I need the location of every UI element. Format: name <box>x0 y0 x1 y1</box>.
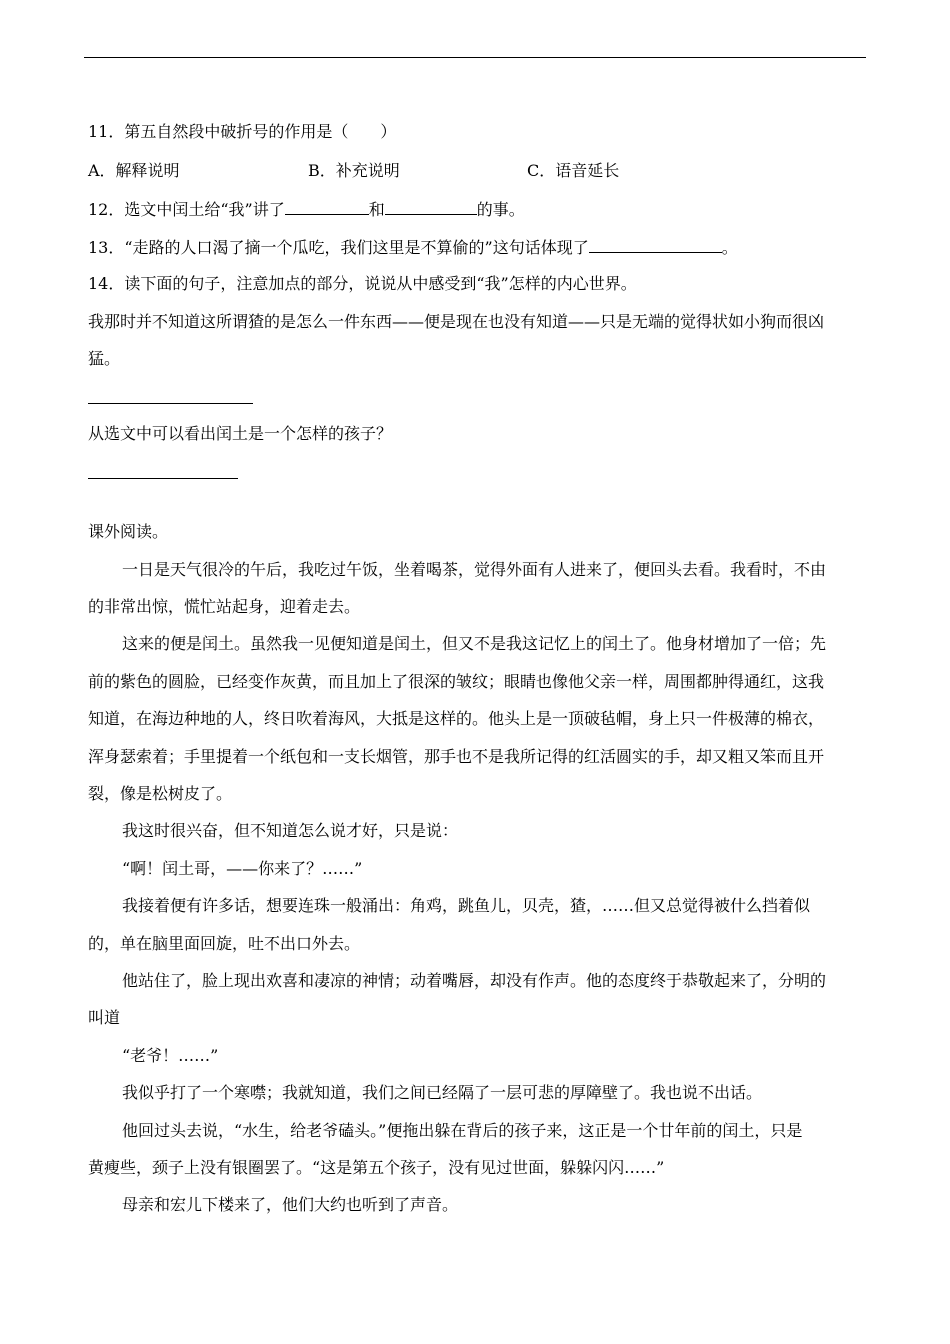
passage-line: 前的紫色的圆脸，已经变作灰黄，而且加上了很深的皱纹；眼睛也像他父亲一样，周围都肿得通红，这我 <box>88 672 825 691</box>
passage-line: 的，单在脑里面回旋，吐不出口外去。 <box>88 934 361 953</box>
question-15-answer-line[interactable] <box>88 478 238 479</box>
question-12-blank-1[interactable] <box>285 198 369 215</box>
passage-line: 我似乎打了一个寒噤；我就知道，我们之间已经隔了一层可悲的厚障壁了。我也说不出话。 <box>122 1083 763 1102</box>
question-14-answer-line[interactable] <box>88 403 253 404</box>
question-11-option-c[interactable]: C．语音延长 <box>527 161 620 180</box>
passage-line: “啊！闰土哥，——你来了？……” <box>122 859 363 878</box>
passage-line: 这来的便是闰土。虽然我一见便知道是闰土，但又不是我这记忆上的闰土了。他身材增加了一倍；先 <box>122 634 827 653</box>
question-14-sentence-line-1: 我那时并不知道这所谓猹的是怎么一件东西——便是现在也没有知道——只是无端的觉得状如小狗而很凶 <box>88 312 825 331</box>
question-12 <box>88 198 866 220</box>
passage-line: “老爷！……” <box>122 1046 219 1065</box>
question-13-text-pre: 13．“走路的人口渴了摘一个瓜吃，我们这里是不算偷的”这句话体现了 <box>88 238 589 257</box>
passage-line: 叫道 <box>88 1008 121 1027</box>
passage-line: 的非常出惊，慌忙站起身，迎着走去。 <box>88 597 361 616</box>
header-rule <box>84 57 866 58</box>
passage-line: 母亲和宏儿下楼来了，他们大约也听到了声音。 <box>122 1195 459 1214</box>
question-15-stem: 从选文中可以看出闰土是一个怎样的孩子？ <box>88 424 393 443</box>
question-11-option-b[interactable]: B．补充说明 <box>308 161 400 180</box>
question-12-blank-2[interactable] <box>385 198 477 215</box>
question-11-option-a[interactable]: A．解释说明 <box>88 161 180 180</box>
passage-line: 他站住了，脸上现出欢喜和凄凉的神情；动着嘴唇，却没有作声。他的态度终于恭敬起来了，分明的 <box>122 971 827 990</box>
question-13-text-post: 。 <box>721 238 738 257</box>
passage-line: 裂，像是松树皮了。 <box>88 784 233 803</box>
question-13-blank[interactable] <box>589 236 722 253</box>
passage-line: 知道，在海边种地的人，终日吹着海风，大抵是这样的。他头上是一顶破毡帽，身上只一件极薄的棉衣， <box>88 709 825 728</box>
passage-line: 我这时很兴奋，但不知道怎么说才好，只是说： <box>122 821 459 840</box>
passage-line: 他回过头去说，“水生，给老爷磕头。”便拖出躲在背后的孩子来，这正是一个廿年前的闰土，只是 <box>122 1121 803 1140</box>
question-12-text-post: 的事。 <box>476 200 525 219</box>
question-12-text-pre: 12．选文中闰土给“我”讲了 <box>88 200 285 219</box>
question-12-text-mid: 和 <box>368 200 385 219</box>
passage-line: 一日是天气很冷的午后，我吃过午饭，坐着喝茶，觉得外面有人进来了，便回头去看。我看时，不由 <box>122 560 827 579</box>
passage-line: 我接着便有许多话，想要连珠一般涌出：角鸡，跳鱼儿，贝壳，猹，……但又总觉得被什么挡着似 <box>122 896 811 915</box>
passage-line: 浑身瑟索着；手里提着一个纸包和一支长烟管，那手也不是我所记得的红活圆实的手，却又粗又笨而且开 <box>88 747 825 766</box>
question-11-stem: 11．第五自然段中破折号的作用是（ ） <box>88 122 397 141</box>
reading-heading: 课外阅读。 <box>88 522 169 541</box>
question-14-stem: 14．读下面的句子，注意加点的部分，说说从中感受到“我”怎样的内心世界。 <box>88 274 637 293</box>
passage-line: 黄瘦些，颈子上没有银圈罢了。“这是第五个孩子，没有见过世面，躲躲闪闪……” <box>88 1158 665 1177</box>
question-14-sentence-line-2: 猛。 <box>88 349 121 368</box>
question-13 <box>88 236 866 258</box>
